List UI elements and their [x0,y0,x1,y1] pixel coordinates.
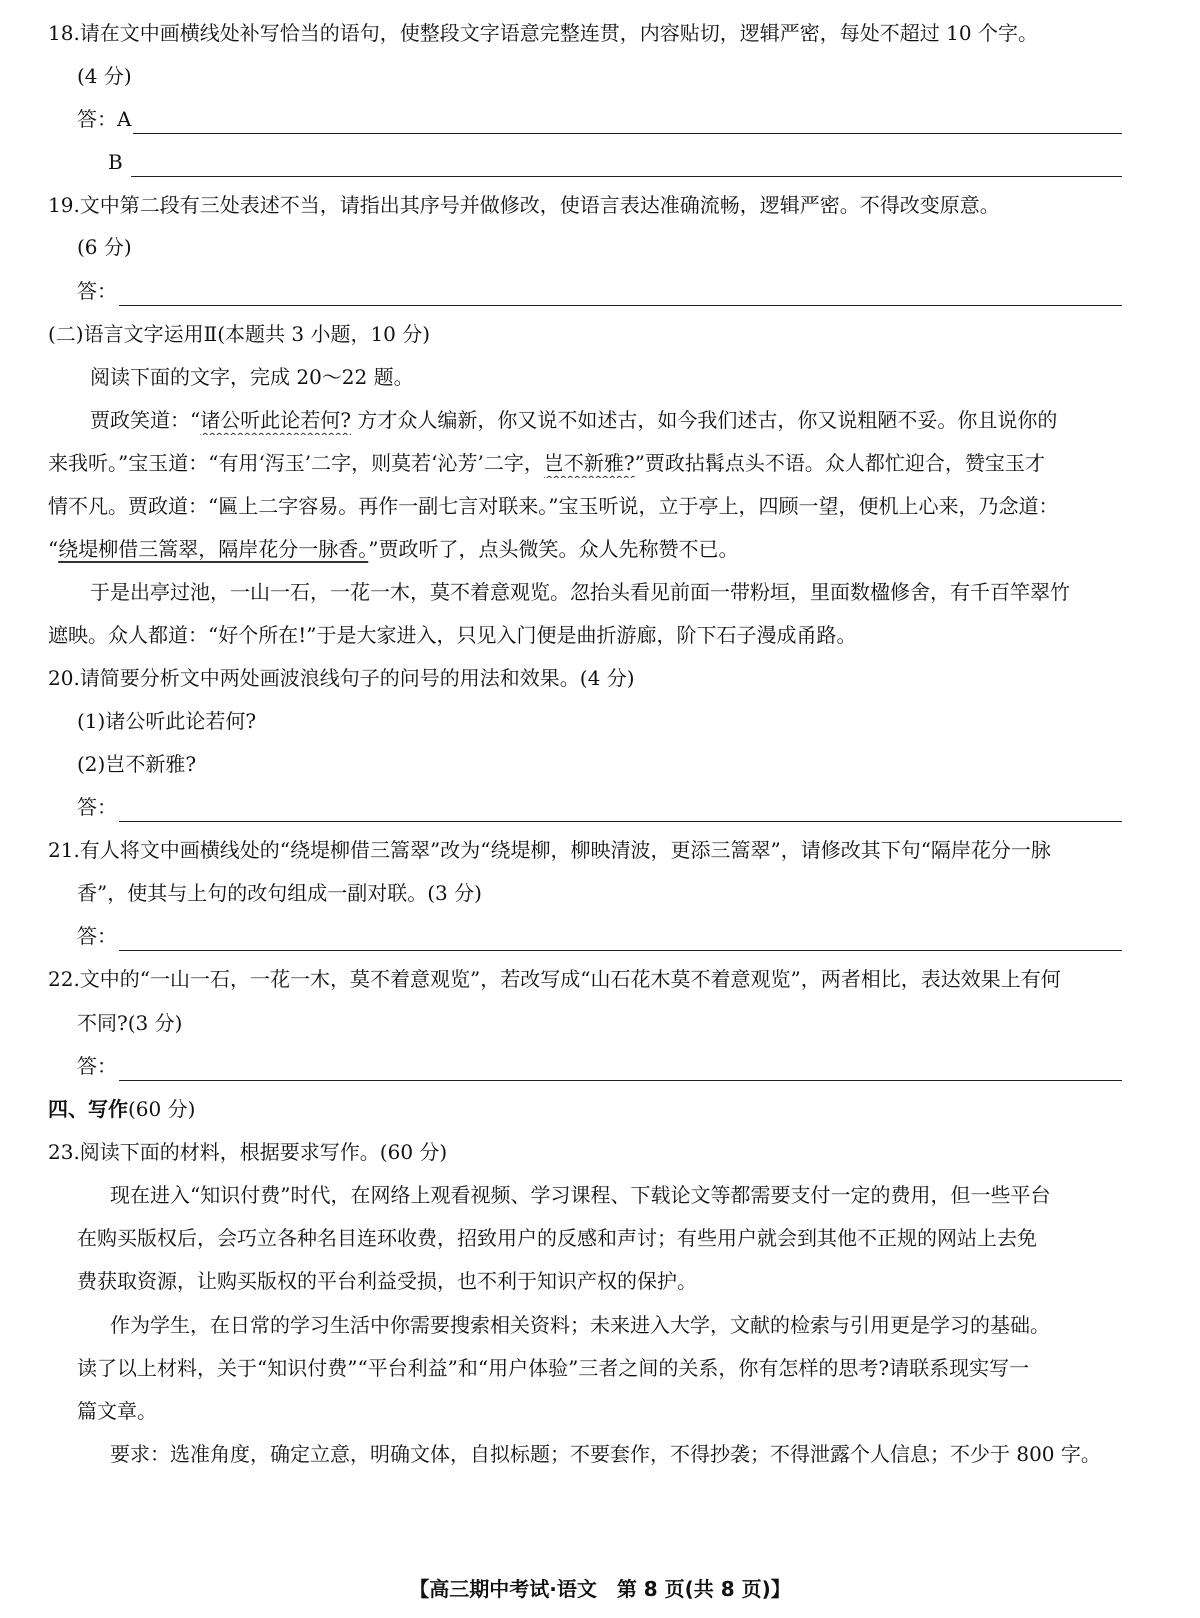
q20-item-1: (1)诸公听此论若何? [77,709,257,733]
q19-answer-label: 答： [77,279,117,303]
q18-answer-a-line[interactable] [133,111,1122,134]
section4-title-bold: 四、写作 [48,1097,128,1121]
q23-material-1-line3: 费获取资源，让购买版权的平台利益受损，也不利于知识产权的保护。 [77,1269,697,1293]
q22-answer [77,1051,1122,1081]
q19-answer [77,276,1122,306]
q18-answer-b [108,147,1122,177]
q20-answer-label: 答： [77,795,117,819]
q23-requirements: 要求：选准角度，确定立意，明确文体，自拟标题；不要套作，不得抄袭；不得泄露个人信息；不少于 800 字。 [110,1442,1101,1466]
q23-material-2-line2: 读了以上材料，关于“知识付费”“平台利益”和“用户体验”三者之间的关系，你有怎样的思考?请联系现实写一 [77,1356,1030,1380]
q20-answer [77,792,1122,822]
q18-answer-a [77,104,1122,134]
underlined-couplet: 绕堤柳借三篙翠，隔岸花分一脉香。 [58,537,369,561]
wavy-underlined-sentence-1: 诸公听此论若何? [200,408,351,432]
passage-p2-line1: 于是出亭过池，一山一石，一花一木，莫不着意观览。忽抬头看见前面一带粉垣，里面数楹修舍，有千百竿翠竹 [90,580,1070,604]
q23-prompt: 23.阅读下面的材料，根据要求写作。(60 分) [48,1140,448,1164]
q23-material-2-line1: 作为学生，在日常的学习生活中你需要搜索相关资料；未来进入大学，文献的检索与引用更是学习的基础。 [110,1313,1050,1337]
q19-prompt: 19.文中第二段有三处表述不当，请指出其序号并做修改，使语言表达准确流畅，逻辑严密。不得改变原意。 [48,193,1000,217]
passage-p1-line3: 情不凡。贾政道：“匾上二字容易。再作一副七言对联来。”宝玉听说，立于亭上，四顾一望，便机上心来，乃念道： [48,494,1059,518]
section2-title: (二)语言文字运用Ⅱ(本题共 3 小题，10 分) [48,322,431,346]
q20-item-2: (2)岂不新雅? [77,752,197,776]
q21-prompt-cont: 香”，使其与上句的改句组成一副对联。(3 分) [77,881,482,905]
section4-title-points: (60 分) [128,1097,196,1121]
q23-material-1-line1: 现在进入“知识付费”时代，在网络上观看视频、学习课程、下载论文等都需要支付一定的费用，但一些平台 [110,1183,1051,1207]
q19-points: (6 分) [77,235,132,259]
q20-answer-line[interactable] [119,799,1122,822]
q19-answer-line[interactable] [119,283,1122,306]
q22-answer-label: 答： [77,1054,117,1078]
passage-text: 方才众人编新，你又说不如述古，如今我们述古，你又说粗陋不妥。你且说你的 [350,408,1058,432]
q18-prompt: 18.请在文中画横线处补写恰当的语句，使整段文字语意完整连贯，内容贴切，逻辑严密，每处不超过 10 个字。 [48,21,1038,45]
page-footer: 【高三期中考试·语文 第 8 页(共 8 页)】 [409,1577,791,1601]
q20-prompt: 20.请简要分析文中两处画波浪线句子的问号的用法和效果。(4 分) [48,666,635,690]
passage-text: 来我听。”宝玉道：“有用‘泻玉’二字，则莫若‘沁芳’二字， [48,451,544,475]
q21-answer-label: 答： [77,924,117,948]
q22-prompt: 22.文中的“一山一石，一花一木，莫不着意观览”，若改写成“山石花木莫不着意观览”，两者相比，表达效果上有何 [48,967,1061,991]
passage-p1-line4 [48,534,1122,564]
passage-text: ”贾政拈髯点头不语。众人都忙迎合，赞宝玉才 [634,451,1045,475]
q21-answer [77,921,1122,951]
q18-points: (4 分) [77,64,132,88]
passage-text: ”贾政听了，点头微笑。众人先称赞不已。 [368,537,739,561]
passage-text: 贾政笑道：“ [90,408,201,432]
section4-title [48,1094,1122,1124]
q22-answer-line[interactable] [119,1058,1122,1081]
section2-instruction: 阅读下面的文字，完成 20～22 题。 [90,365,414,389]
wavy-underlined-sentence-2: 岂不新雅? [543,451,635,475]
passage-text: “ [48,537,59,561]
q18-answer-a-label: 答：A [77,107,132,131]
q21-answer-line[interactable] [119,928,1122,951]
q23-material-2-line3: 篇文章。 [77,1399,157,1423]
passage-p1-line2 [48,448,1122,478]
q18-answer-b-line[interactable] [131,154,1122,177]
q22-prompt-cont: 不同?(3 分) [77,1011,183,1035]
passage-p1-line1 [90,405,1122,435]
q23-material-1-line2: 在购买版权后，会巧立各种名目连环收费，招致用户的反感和声讨；有些用户就会到其他不正规的网站上去免 [77,1226,1037,1250]
passage-p2-line2: 遮映。众人都道：“好个所在!”于是大家进入，只见入门便是曲折游廊，阶下石子漫成甬路。 [48,623,857,647]
q21-prompt: 21.有人将文中画横线处的“绕堤柳借三篙翠”改为“绕堤柳，柳映清波，更添三篙翠”，请修改其下句“隔岸花分一脉 [48,838,1051,862]
q18-answer-b-label: B [108,150,123,174]
